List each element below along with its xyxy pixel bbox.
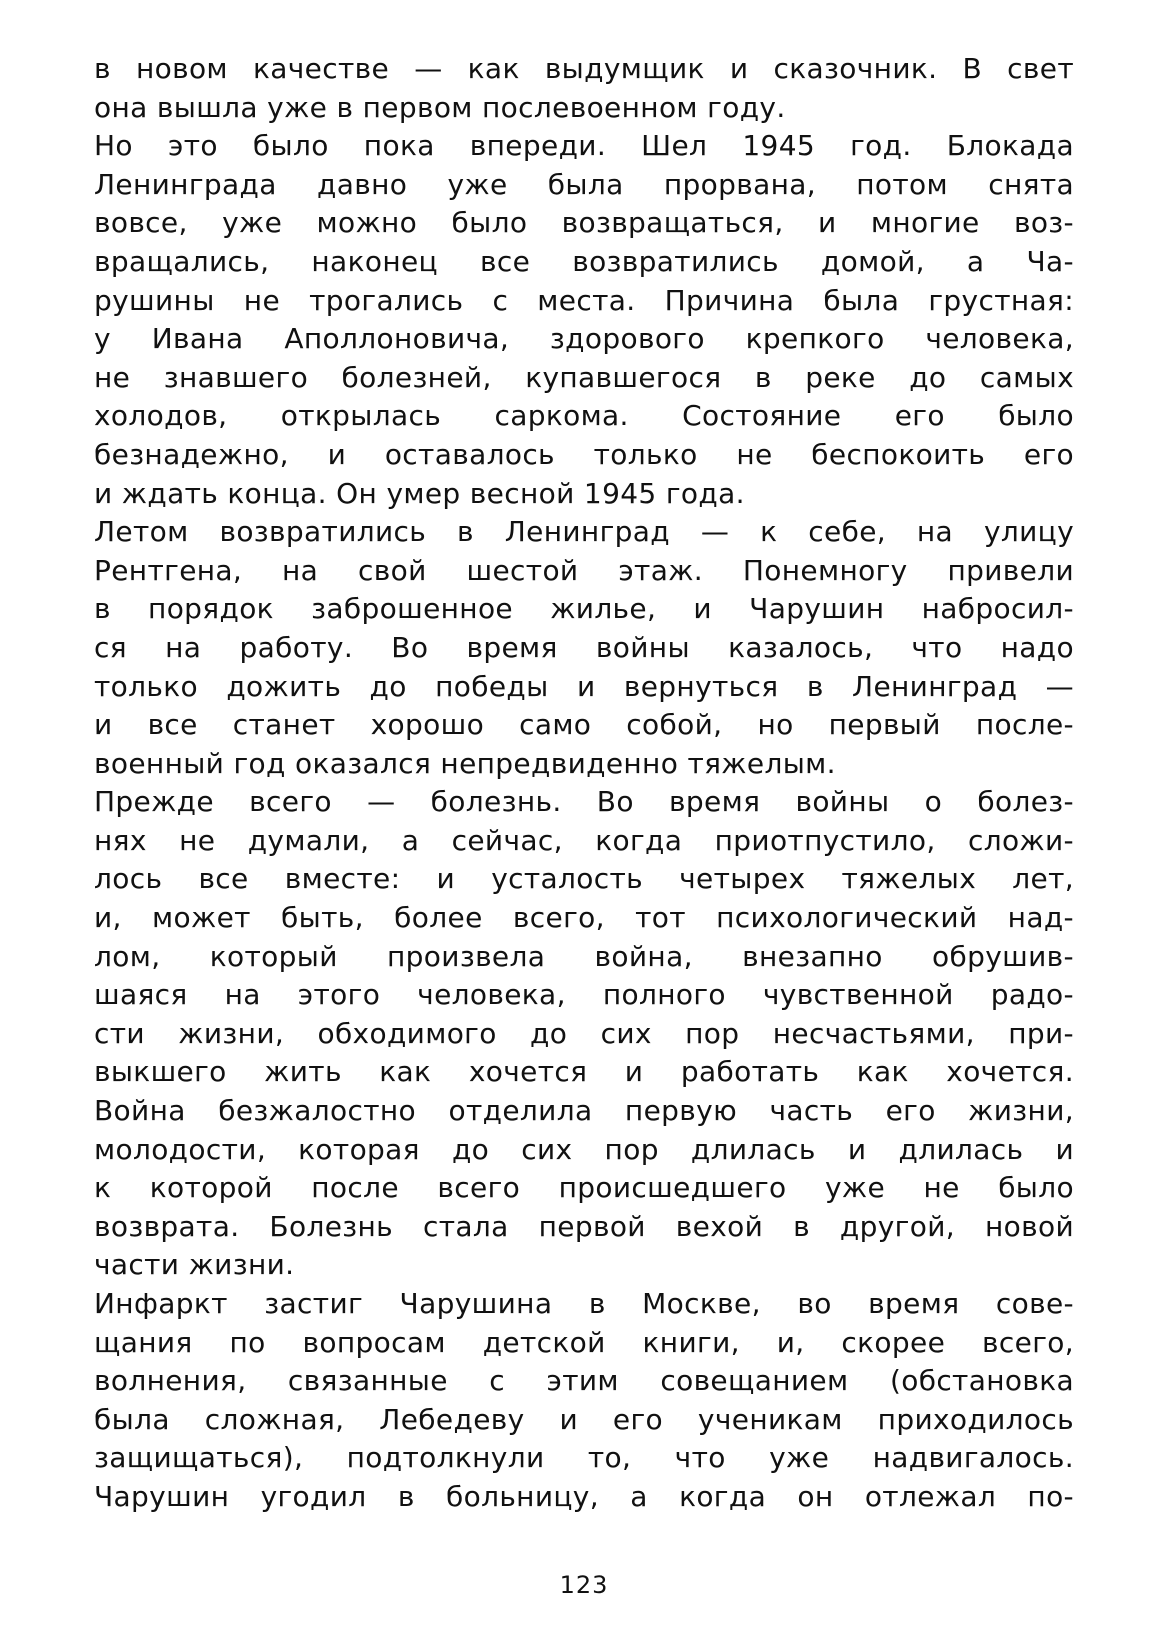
text-line: нях не думали, а сейчас, когда приотпустило, сложи- [94, 823, 1074, 857]
text-line: Но это было пока впереди. Шел 1945 год. Блокада [94, 129, 1074, 163]
body-text [94, 50, 1074, 1517]
text-line: вовсе, уже можно было возвращаться, и многие воз- [94, 206, 1074, 240]
text-line: сти жизни, обходимого до сих пор несчастьями, при- [94, 1016, 1074, 1050]
text-line: безнадежно, и оставалось только не беспокоить его [94, 437, 1074, 471]
text-line: выкшего жить как хочется и работать как хочется. [94, 1055, 1074, 1089]
text-line: волнения, связанные с этим совещанием (обстановка [94, 1364, 1074, 1398]
text-line: лом, который произвела война, внезапно обрушив- [94, 939, 1074, 973]
text-line: была сложная, Лебедеву и его ученикам приходилось [94, 1402, 1074, 1436]
text-line: Прежде всего — болезнь. Во время войны о болез- [94, 785, 1074, 819]
text-line: только дожить до победы и вернуться в Ленинград — [94, 669, 1074, 703]
text-line: рушины не трогались с места. Причина была грустная: [94, 283, 1074, 317]
text-line: защищаться), подтолкнули то, что уже надвигалось. [94, 1441, 1074, 1475]
page-number: 123 [559, 1571, 609, 1599]
text-line: молодости, которая до сих пор длилась и длилась и [94, 1132, 1074, 1166]
text-line: не знавшего болезней, купавшегося в реке до самых [94, 360, 1074, 394]
text-line: вращались, наконец все возвратились домой, а Ча- [94, 244, 1074, 278]
text-line: в новом качестве — как выдумщик и сказочник. В свет [94, 52, 1074, 85]
text-line: она вышла уже в первом послевоенном году. [94, 90, 786, 124]
text-line: к которой после всего происшедшего уже не было [94, 1171, 1074, 1205]
text-line: Война безжалостно отделила первую часть его жизни, [94, 1094, 1074, 1128]
text-line: ся на работу. Во время войны казалось, что надо [94, 630, 1074, 664]
text-line: шаяся на этого человека, полного чувственной радо- [94, 978, 1074, 1012]
text-line: военный год оказался непредвиденно тяжелым. [94, 746, 836, 780]
text-line: в порядок заброшенное жилье, и Чарушин набросил- [94, 592, 1074, 626]
text-line: Летом возвратились в Ленинград — к себе, на улицу [94, 515, 1074, 549]
text-line: и, может быть, более всего, тот психологический над- [94, 901, 1074, 935]
text-line: Рентгена, на свой шестой этаж. Понемногу привели [94, 553, 1074, 587]
text-line: щания по вопросам детской книги, и, скорее всего, [94, 1325, 1074, 1359]
text-line: части жизни. [94, 1248, 295, 1282]
text-line: возврата. Болезнь стала первой вехой в другой, новой [94, 1209, 1074, 1243]
text-line: холодов, открылась саркома. Состояние его было [94, 399, 1074, 433]
text-line: Ленинграда давно уже была прорвана, потом снята [94, 167, 1074, 201]
text-line: Чарушин угодил в больницу, а когда он отлежал по- [94, 1479, 1074, 1513]
text-line: Инфаркт застиг Чарушина в Москве, во время сове- [94, 1287, 1074, 1320]
text-line: и ждать конца. Он умер весной 1945 года. [94, 476, 745, 510]
text-line: у Ивана Аполлоновича, здорового крепкого человека, [94, 322, 1074, 356]
text-line: и все станет хорошо само собой, но первый после- [94, 708, 1074, 742]
text-line: лось все вместе: и усталость четырех тяжелых лет, [94, 862, 1074, 896]
